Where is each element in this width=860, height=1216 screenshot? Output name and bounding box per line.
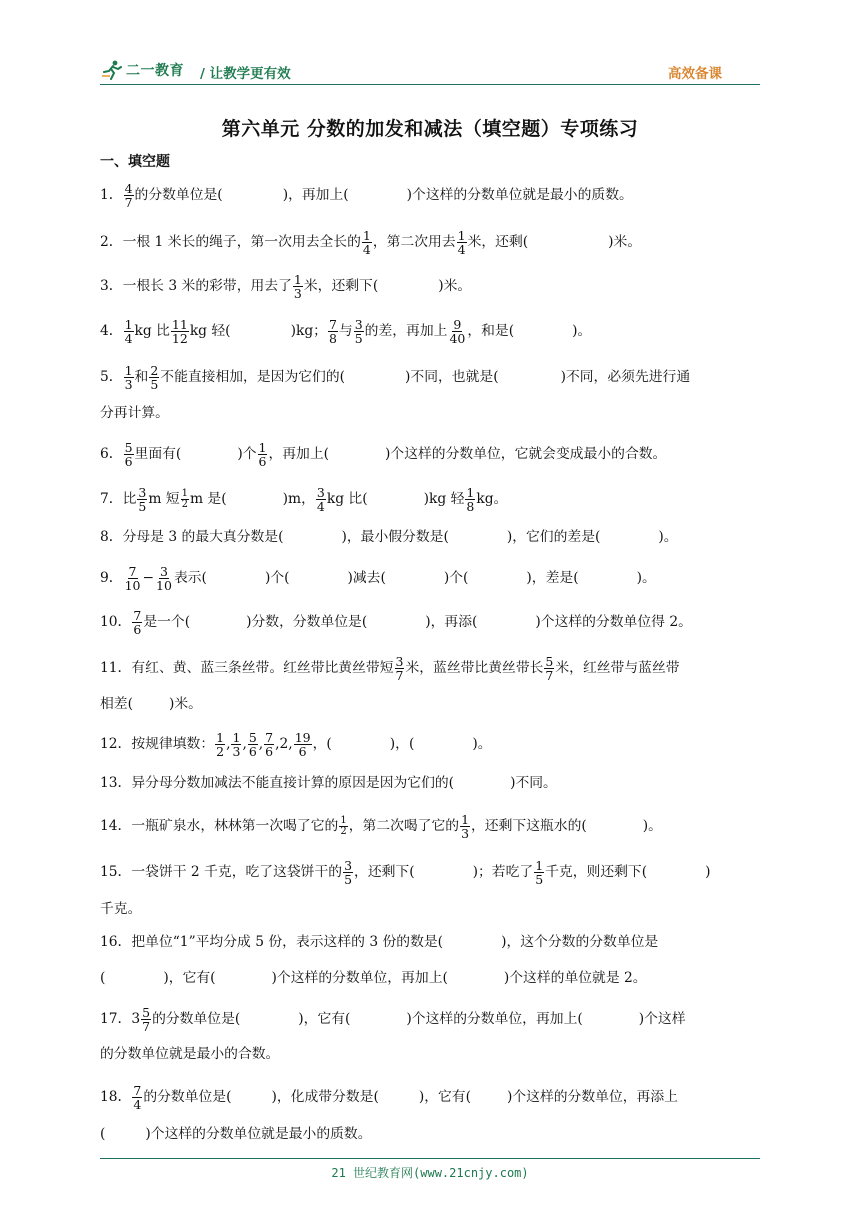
- question-16-line-2: ( )，它有( )个这样的分数单位，再加上( )个这样的单位就是 2。: [100, 970, 647, 986]
- question-1: 1． $\frac{4}{7}$ 的分数单位是( )，再加上( )个这样的分数单位就是最小的质数。: [100, 181, 633, 210]
- fraction: $\frac{7}{4}$: [133, 1083, 142, 1112]
- header-tag: 高效备课: [668, 66, 722, 82]
- fraction: $\frac{7}{8}$: [328, 317, 337, 346]
- question-3: 3．一根长 3 米的彩带，用去了 $\frac{1}{3}$ 米，还剩下( )米。: [100, 272, 472, 301]
- header-slogan: / 让教学更有效: [200, 66, 291, 82]
- fraction: $\frac{7}{6}$: [133, 608, 142, 637]
- page-footer: 21 世纪教育网(www.21cnjy.com): [331, 1166, 529, 1180]
- fraction: $\frac{1}{3}$: [461, 812, 470, 841]
- fraction: $\frac{1}{2}$: [181, 488, 188, 510]
- fraction: $\frac{5}{6}$: [124, 440, 133, 469]
- section-heading: 一、填空题: [100, 154, 170, 170]
- fraction: $\frac{9}{40}$: [449, 317, 466, 346]
- question-8: 8．分母是 3 的最大真分数是( )，最小假分数是( )，它们的差是( )。: [100, 529, 678, 545]
- footer-divider: [100, 1158, 760, 1159]
- fraction: $\frac{1}{4}$: [362, 228, 371, 257]
- fraction: $\frac{3}{7}$: [395, 654, 404, 683]
- fraction: $\frac{7}{6}$: [265, 730, 274, 759]
- fraction: $\frac{1}{4}$: [124, 317, 133, 346]
- fraction: $\frac{19}{6}$: [294, 730, 311, 759]
- question-9: 9． $\frac{7}{10}$ − $\frac{3}{10}$ 表示( )个( )减去( )个( )，差是( )。: [100, 564, 656, 593]
- fraction: $\frac{1}{3}$: [293, 272, 302, 301]
- question-2: 2．一根 1 米长的绳子，第一次用去全长的 $\frac{1}{4}$ ，第二次用去 $\frac{1}{4}$ 米，还剩( )米。: [100, 228, 642, 257]
- fraction: $\frac{1}{3}$: [232, 730, 241, 759]
- fraction: $\frac{1}{4}$: [457, 228, 466, 257]
- page-header: [100, 58, 760, 85]
- fraction: $\frac{1}{5}$: [535, 858, 544, 887]
- fraction: $\frac{3}{5}$: [138, 485, 147, 514]
- page-title: 第六单元 分数的加发和减法（填空题）专项练习: [221, 118, 639, 140]
- fraction: $\frac{4}{7}$: [124, 181, 133, 210]
- fraction: $\frac{11}{12}$: [171, 317, 188, 346]
- question-18: 18． $\frac{7}{4}$ 的分数单位是( )，化成带分数是( )，它有( )个这样的分数单位，再添上: [100, 1083, 678, 1112]
- question-10: 10． $\frac{7}{6}$ 是一个( )分数，分数单位是( )，再添( )个这样的分数单位得 2。: [100, 608, 692, 637]
- question-11-line-2: 相差( )米。: [100, 696, 202, 712]
- fraction: $\frac{2}{5}$: [150, 363, 159, 392]
- question-11: 11．有红、黄、蓝三条丝带。红丝带比黄丝带短 $\frac{3}{7}$ 米，蓝丝带比黄丝带长 $\frac{5}{7}$ 米，红丝带与蓝丝带: [100, 654, 680, 683]
- fraction: $\frac{5}{6}$: [248, 730, 257, 759]
- question-6: 6． $\frac{5}{6}$ 里面有( )个 $\frac{1}{6}$ ，再加上( )个这样的分数单位，它就会变成最小的合数。: [100, 440, 667, 469]
- fraction: $\frac{5}{7}$: [545, 654, 554, 683]
- question-15: 15．一袋饼干 2 千克，吃了这袋饼干的 $\frac{3}{5}$ ，还剩下( )；若吃了 $\frac{1}{5}$ 千克，则还剩下( ): [100, 858, 711, 887]
- runner-logo-icon: [100, 60, 124, 80]
- logo: [100, 58, 184, 82]
- logo-text: 二一教育: [126, 63, 184, 79]
- question-13: 13．异分母分数加减法不能直接计算的原因是因为它们的( )不同。: [100, 775, 557, 791]
- question-16: 16．把单位“1”平均分成 5 份，表示这样的 3 份的数是( )，这个分数的分数单位是: [100, 934, 659, 950]
- fraction: $\frac{3}{5}$: [344, 858, 353, 887]
- question-12: 12．按规律填数： $\frac{1}{2}$ , $\frac{1}{3}$ , $\frac{5}{6}$ , $\frac{7}{6}$ ,2, $\frac{19}{6}$ ，( )，( )。: [100, 730, 492, 759]
- fraction: $\frac{1}{2}$: [216, 730, 225, 759]
- fraction: $\frac{7}{10}$: [124, 564, 141, 593]
- question-5-line-2: 分再计算。: [100, 405, 169, 421]
- question-18-line-2: ( )个这样的分数单位就是最小的质数。: [100, 1126, 372, 1142]
- fraction: $\frac{1}{6}$: [258, 440, 267, 469]
- question-4: 4． $\frac{1}{4}$ kg 比 $\frac{11}{12}$ kg 轻( )kg； $\frac{7}{8}$ 与 $\frac{3}{5}$ 的差，再加上 $\frac{9}{40}$ ，和是( )。: [100, 317, 592, 346]
- fraction: $\frac{1}{2}$: [340, 815, 347, 837]
- fraction: $\frac{3}{10}$: [156, 564, 172, 593]
- fraction: $\frac{1}{3}$: [124, 363, 133, 392]
- question-17: 17．3 $\frac{5}{7}$ 的分数单位是( )，它有( )个这样的分数单位，再加上( )个这样: [100, 1005, 686, 1034]
- question-7: 7．比 $\frac{3}{5}$ m 短 $\frac{1}{2}$ m 是( )m， $\frac{3}{4}$ kg 比( )kg 轻 $\frac{1}{8}$ kg。: [100, 485, 508, 514]
- question-5: 5． $\frac{1}{3}$ 和 $\frac{2}{5}$ 不能直接相加，是因为它们的( )不同，也就是( )不同，必须先进行通: [100, 363, 691, 392]
- fraction: $\frac{3}{5}$: [354, 317, 363, 346]
- fraction: $\frac{1}{8}$: [466, 485, 475, 514]
- question-14: 14．一瓶矿泉水，林林第一次喝了它的 $\frac{1}{2}$ ，第二次喝了它的 $\frac{1}{3}$ ，还剩下这瓶水的( )。: [100, 812, 662, 841]
- question-17-line-2: 的分数单位就是最小的合数。: [100, 1046, 280, 1062]
- fraction: $\frac{5}{7}$: [142, 1005, 151, 1034]
- question-15-line-2: 千克。: [100, 901, 142, 917]
- fraction: $\frac{3}{4}$: [316, 485, 325, 514]
